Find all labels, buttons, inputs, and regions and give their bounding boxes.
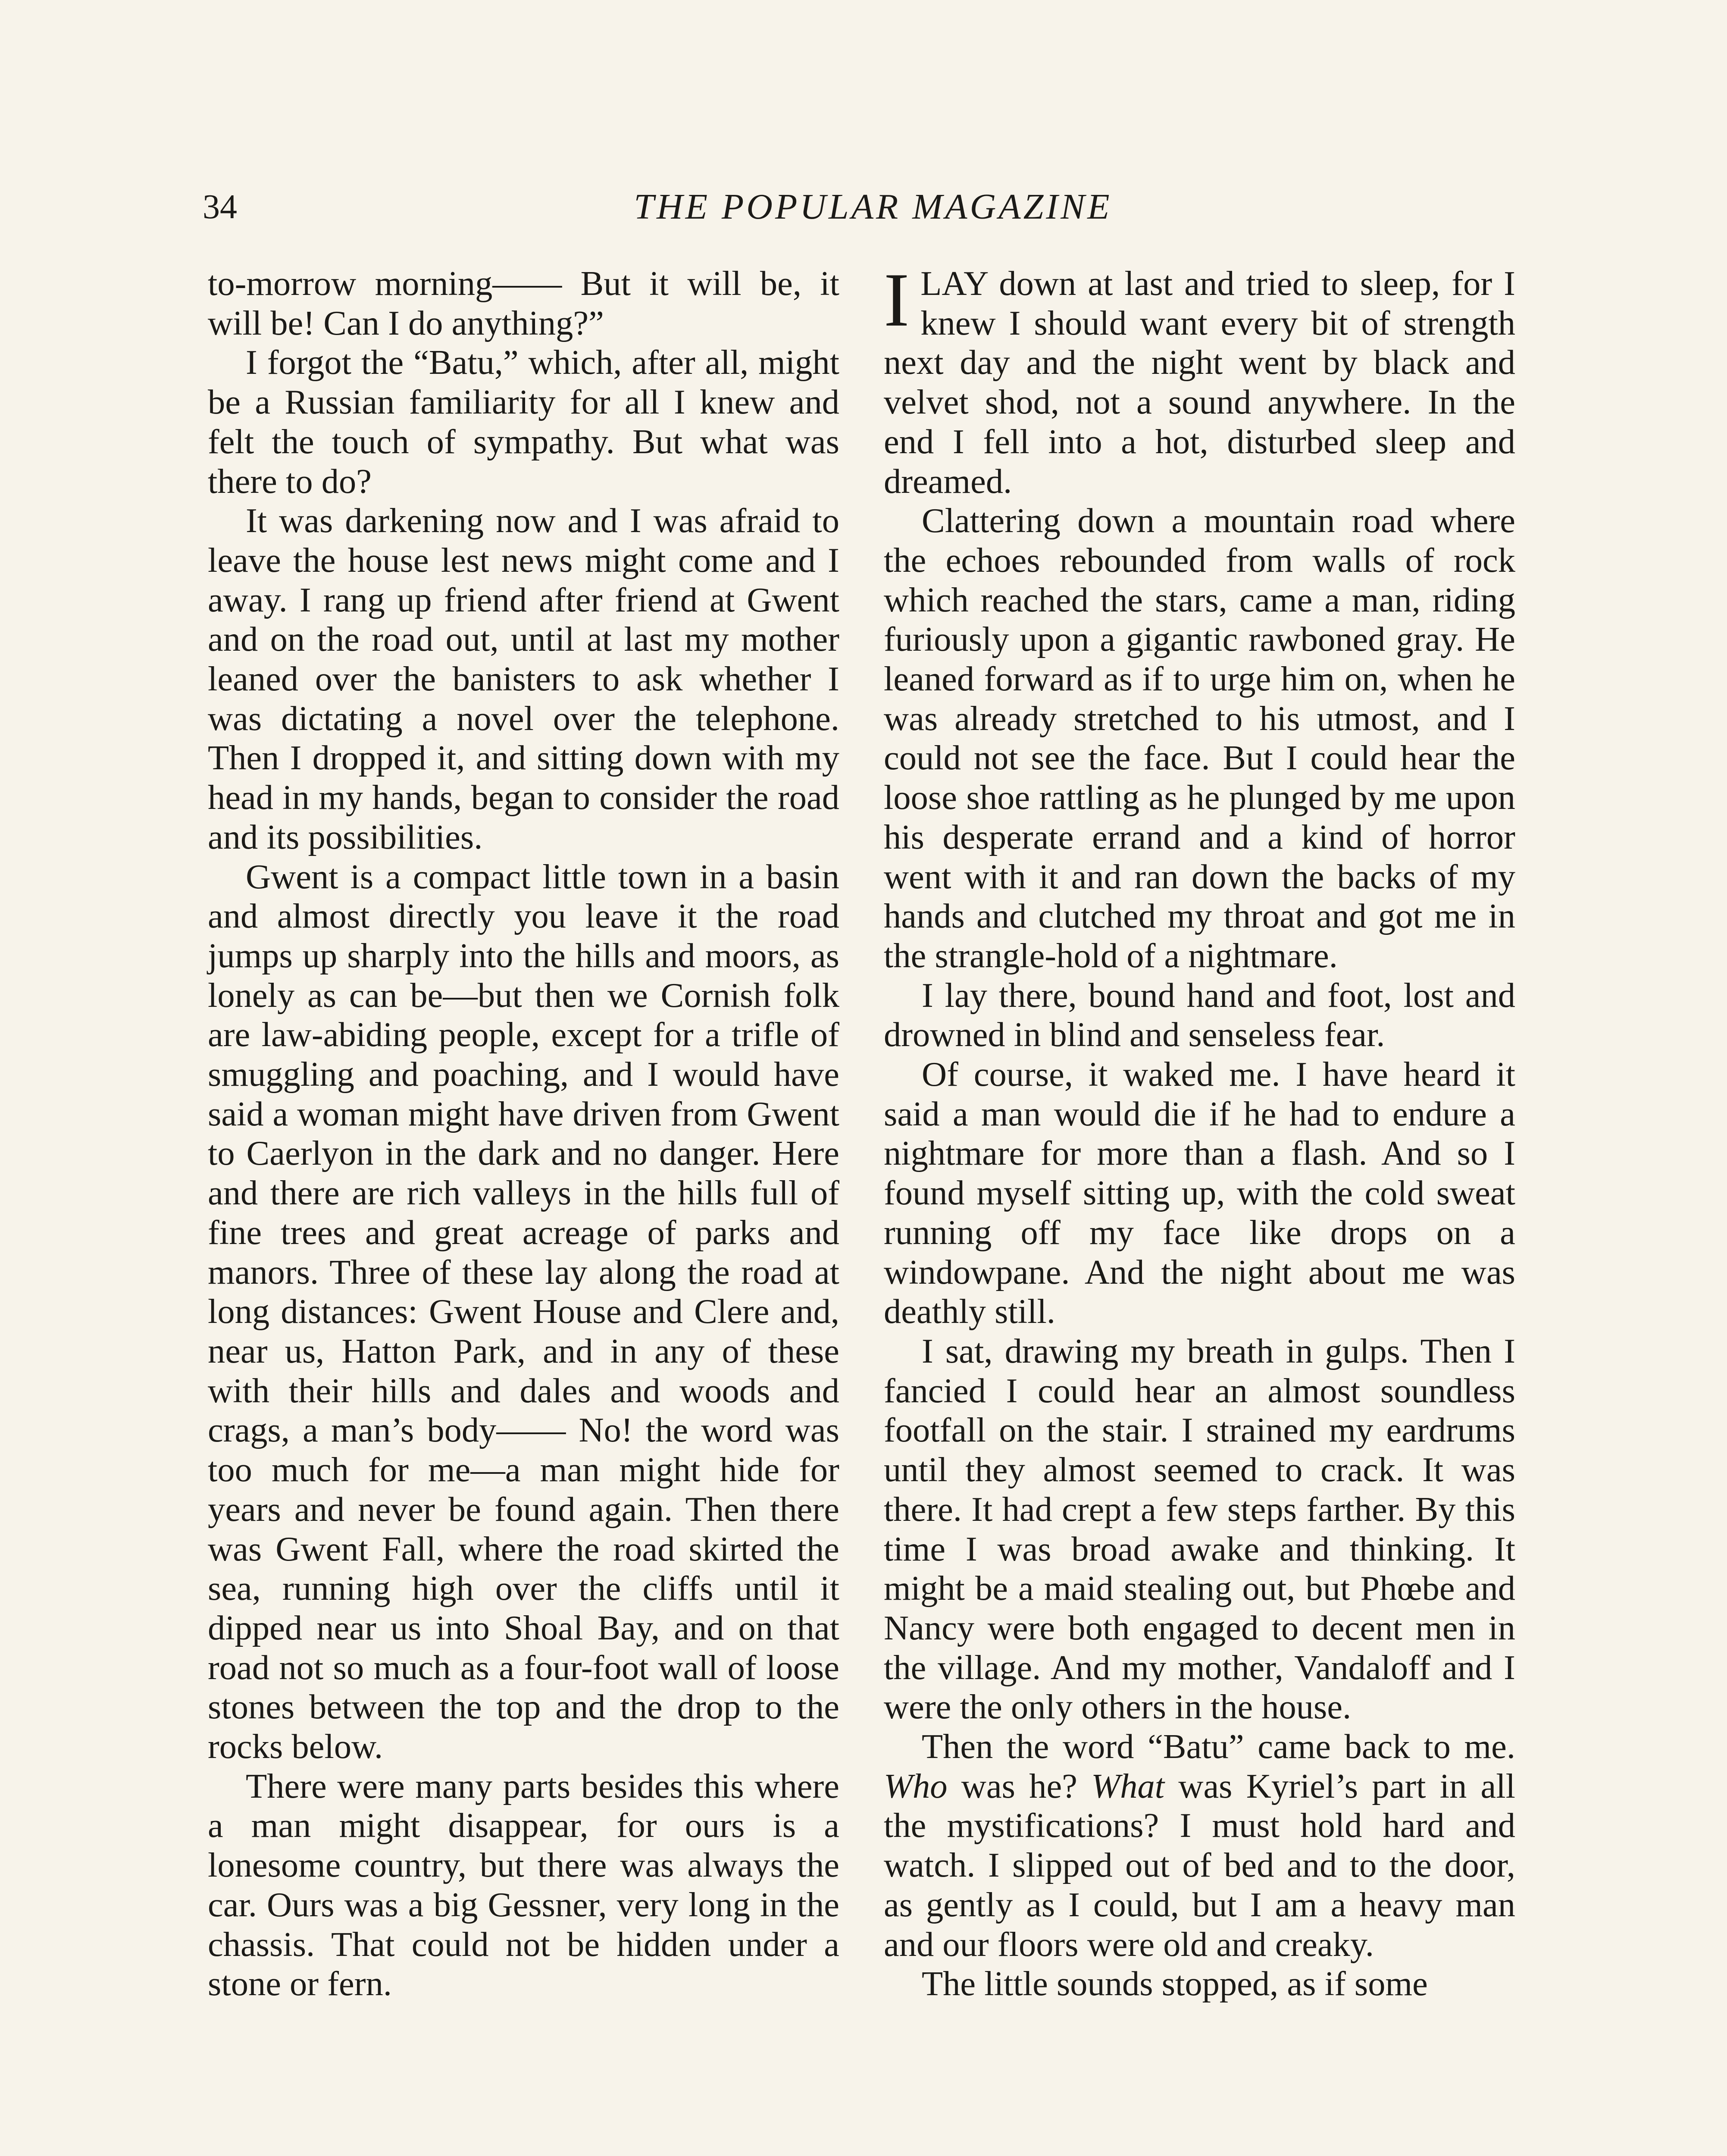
paragraph-text: LAY down at last and tried to sleep, for I knew I should want every bit of strength next day and the night went by black and velvet shod, not a sound anywhere. In the end I fell into a hot, disturbed sleep and dreamed. (884, 264, 1515, 501)
left-column (208, 264, 839, 2004)
paragraph: Clattering down a mountain road where the echoes rebounded from walls of rock which reached the stars, came a man, riding furiously upon a gigantic rawboned gray. He leaned forward as if to urge him on, when he was already stretched to his utmost, and I could not see the face. But I could hear the loose shoe rattling as he plunged by me upon his desperate errand and a kind of horror went with it and ran down the backs of my hands and clutched my throat and got me in the strangle-hold of a nightmare. (884, 501, 1515, 975)
paragraph: There were many parts besides this where a man might disappear, for ours is a lonesome country, but there was always the car. Ours was a big Gessner, very long in the chassis. That could not be hidden under a stone or fern. (208, 1767, 839, 2003)
paragraph: Of course, it waked me. I have heard it said a man would die if he had to endure a nightmare for more than a flash. And so I found myself sitting up, with the cold sweat running off my face like drops on a windowpane. And the night about me was deathly still. (884, 1055, 1515, 1331)
right-column (884, 257, 1516, 2004)
page-header (203, 183, 1543, 231)
paragraph-text: was he? (947, 1767, 1092, 1805)
paragraph: Gwent is a compact little town in a basin and almost directly you leave it the road jumps up sharply into the hills and moors, as lonely as can be—but then we Cornish folk are law-abiding people, except for a trifle of smuggling and poaching, and I would have said a woman might have driven from Gwent to Caerlyon in the dark and no danger. Here and there are rich valleys in the hills full of fine trees and great acreage of parks and manors. Three of these lay along the road at long distances: Gwent House and Clere and, near us, Hatton Park, and in any of these with their hills and dales and woods and crags, a man’s body—— No! the word was too much for me—a man might hide for years and never be found again. Then there was Gwent Fall, where the road skirted the sea, running high over the cliffs until it dipped near us into Shoal Bay, and on that road not so much as a four-foot wall of loose stones between the top and the drop to the rocks below. (208, 857, 839, 1766)
italic-text: Who (884, 1767, 948, 1805)
paragraph: I forgot the “Batu,” which, after all, might be a Russian familiarity for all I knew and felt the touch of sympathy. But what was there to do? (208, 343, 839, 501)
paragraph (884, 1727, 1515, 1964)
drop-cap: I (884, 257, 910, 342)
paragraph: It was darkening now and I was afraid to leave the house lest news might come and I away. I rang up friend after friend at Gwent and on the road out, until at last my mother leaned over the banisters to ask whether I was dictating a novel over the telephone. Then I dropped it, and sitting down with my head in my hands, began to consider the road and its possibilities. (208, 501, 839, 856)
page-number: 34 (203, 188, 237, 226)
paragraph: I sat, drawing my breath in gulps. Then I fancied I could hear an almost soundless footfall on the stair. I strained my eardrums until they almost seemed to crack. It was there. It had crept a few steps farther. By this time I was broad awake and thinking. It might be a maid stealing out, but Phœbe and Nancy were both engaged to decent men in the village. And my mother, Vandaloff and I were the only others in the house. (884, 1332, 1515, 1727)
paragraph: The little sounds stopped, as if some (922, 1965, 1428, 2003)
paragraph: to-morrow morning—— But it will be, it will be! Can I do anything?” (208, 264, 839, 342)
magazine-title: THE POPULAR MAGAZINE (634, 187, 1112, 227)
paragraph: I lay there, bound hand and foot, lost and drowned in blind and senseless fear. (884, 976, 1515, 1054)
italic-text: What (1091, 1767, 1165, 1805)
opening-paragraph (884, 257, 1515, 501)
paragraph-text: was Kyriel’s part in all the mystifications? I must hold hard and watch. I slipped out of bed and to the door, as gently as I could, but I am a heavy man and our floors were old and creaky. (884, 1767, 1516, 1964)
paragraph-text: Then the word “Batu” came back to me. (922, 1727, 1515, 1766)
